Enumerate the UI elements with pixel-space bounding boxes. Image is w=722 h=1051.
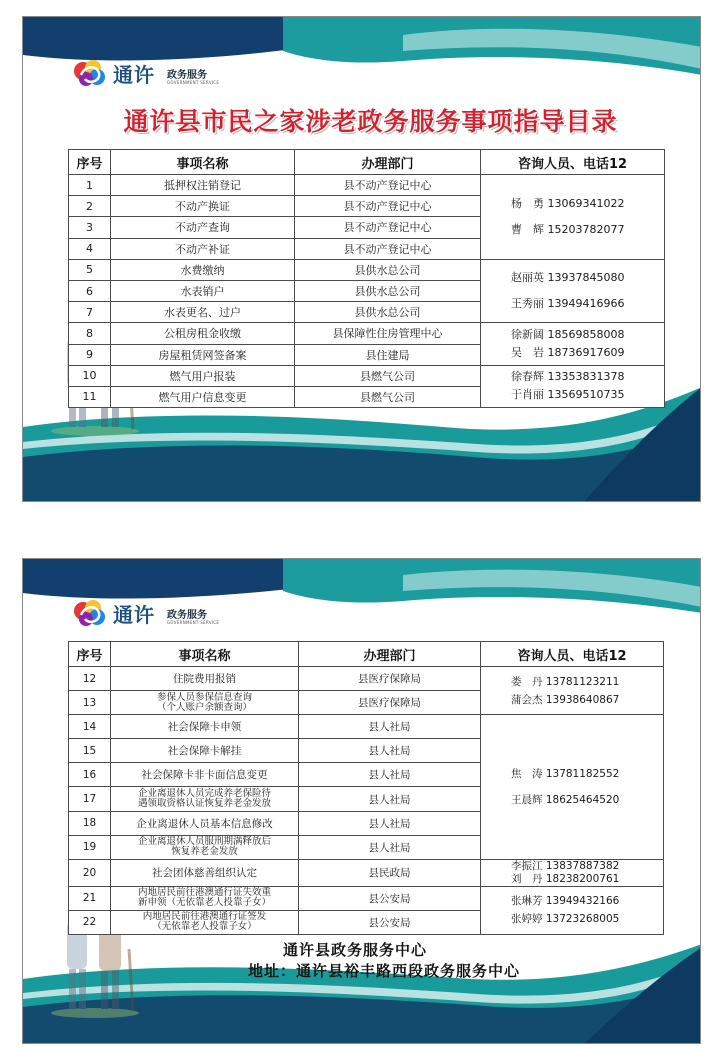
contact-cell (481, 886, 664, 934)
row-name: 水表更名、过户 (111, 302, 295, 323)
contact-line: 于肖丽 13569510735 (511, 388, 625, 402)
contact-cell (481, 365, 665, 407)
contact-line: 曹 辉 15203782077 (511, 222, 625, 236)
row-dept: 县供水总公司 (295, 302, 481, 323)
table-row (69, 715, 664, 739)
contact-line: 焦 涛 13781182552 (511, 767, 620, 780)
header-name: 事项名称 (111, 642, 299, 667)
row-no: 19 (69, 835, 111, 859)
row-name: 不动产查询 (111, 217, 295, 238)
row-name: 不动产补证 (111, 238, 295, 259)
table-header-row (69, 642, 664, 667)
table-row (69, 175, 665, 196)
row-name-line: 新申领（无依靠老人投靠子女） (137, 897, 271, 909)
contact-line: 赵丽英 13937845080 (511, 271, 625, 285)
contact-line: 李振江 13837887382 (511, 859, 620, 872)
row-name: 企业离退休人员基本信息修改 (111, 811, 299, 835)
contact-line: 蒲会杰 13938640867 (511, 693, 620, 706)
header-no: 序号 (69, 642, 111, 667)
poster-page-1 (22, 16, 701, 502)
logo-brand-text: 通许 (113, 603, 155, 627)
logo-subtitle: 政务服务 (167, 70, 207, 81)
row-dept: 县供水总公司 (295, 280, 481, 301)
row-name-line: 内地居民前往港澳通行证失效重 (137, 887, 271, 899)
header-contact: 咨询人员、电话12 (481, 150, 665, 175)
row-no: 17 (69, 787, 111, 811)
contact-cell (481, 259, 665, 323)
row-name: 水费缴纳 (111, 259, 295, 280)
table-row (69, 859, 664, 886)
contact-line: 吴 岩 18736917609 (511, 346, 625, 359)
row-no: 7 (69, 302, 111, 323)
row-dept: 县医疗保障局 (299, 691, 481, 715)
row-name-line: 企业离退休人员完成养老保险待 (137, 788, 271, 800)
row-no: 1 (69, 175, 111, 196)
contact-cell (481, 323, 665, 365)
row-no: 18 (69, 811, 111, 835)
row-no: 11 (69, 386, 111, 407)
contact-cell (481, 667, 664, 715)
row-dept: 县人社局 (299, 787, 481, 811)
contact-line: 徐春辉 13353831378 (511, 370, 625, 384)
table-row (69, 886, 664, 910)
row-name: 社会团体慈善组织认定 (111, 859, 299, 886)
footer-address: 地址：通许县裕丰路西段政务服务中心 (248, 962, 521, 980)
row-dept: 县人社局 (299, 715, 481, 739)
row-name: 社会保障卡非卡面信息变更 (111, 763, 299, 787)
row-name (111, 787, 299, 811)
row-no: 16 (69, 763, 111, 787)
table-row (69, 323, 665, 344)
service-table-1 (68, 149, 665, 408)
header-dept: 办理部门 (295, 150, 481, 175)
row-name: 房屋租赁网签备案 (111, 344, 295, 365)
row-dept: 县燃气公司 (295, 386, 481, 407)
contact-line: 张琳芳 13949432166 (511, 895, 620, 908)
row-name: 社会保障卡申领 (111, 715, 299, 739)
service-table-2 (68, 641, 664, 935)
table-row (69, 365, 665, 386)
row-no: 22 (69, 910, 111, 934)
row-dept: 县不动产登记中心 (295, 217, 481, 238)
header-contact: 咨询人员、电话12 (481, 642, 664, 667)
poster-page-2 (22, 558, 701, 1044)
contact-cell (481, 859, 664, 886)
header-name: 事项名称 (111, 150, 295, 175)
row-name-line: 恢复养老金发放 (171, 846, 238, 858)
row-dept: 县公安局 (299, 910, 481, 934)
row-no: 13 (69, 691, 111, 715)
row-no: 5 (69, 259, 111, 280)
row-no: 4 (69, 238, 111, 259)
logo-brand-text: 通许 (113, 63, 155, 87)
contact-line: 徐新阔 18569858008 (511, 328, 625, 341)
row-no: 14 (69, 715, 111, 739)
row-dept: 县民政局 (299, 859, 481, 886)
row-no: 6 (69, 280, 111, 301)
contact-line: 王秀丽 13949416966 (511, 297, 625, 311)
row-dept: 县公安局 (299, 886, 481, 910)
row-dept: 县不动产登记中心 (295, 238, 481, 259)
table-row (69, 667, 664, 691)
row-name: 社会保障卡解挂 (111, 739, 299, 763)
row-name: 不动产换证 (111, 196, 295, 217)
row-name (111, 835, 299, 859)
row-dept: 县人社局 (299, 739, 481, 763)
row-dept: 县供水总公司 (295, 259, 481, 280)
row-dept: 县人社局 (299, 811, 481, 835)
header-dept: 办理部门 (299, 642, 481, 667)
row-name: 燃气用户报装 (111, 365, 295, 386)
row-name-line: 遇领取资格认证恢复养老金发放 (137, 798, 271, 810)
row-dept: 县不动产登记中心 (295, 175, 481, 196)
row-dept: 县人社局 (299, 835, 481, 859)
row-name-line: （无依靠老人投靠子女） (152, 921, 257, 933)
row-name: 公租房租金收缴 (111, 323, 295, 344)
row-name-line: 企业离退休人员服刑期满释放后 (137, 836, 271, 848)
swirl-logo-icon (71, 57, 109, 91)
row-dept: 县医疗保障局 (299, 667, 481, 691)
row-dept: 县燃气公司 (295, 365, 481, 386)
row-name-line: 参保人员参保信息查询 (156, 691, 252, 703)
contact-line: 杨 勇 13069341022 (511, 196, 625, 210)
row-name-line: 内地居民前往港澳通行证签发 (142, 911, 267, 923)
contact-line: 张婷婷 13723268005 (511, 913, 620, 926)
row-no: 10 (69, 365, 111, 386)
row-name: 住院费用报销 (111, 667, 299, 691)
footer-center-name: 通许县政务服务中心 (283, 941, 428, 959)
row-no: 15 (69, 739, 111, 763)
row-no: 9 (69, 344, 111, 365)
row-no: 21 (69, 886, 111, 910)
contact-line: 娄 丹 13781123211 (511, 675, 620, 688)
contact-cell (481, 715, 664, 860)
table-row (69, 259, 665, 280)
row-name (111, 886, 299, 910)
row-no: 3 (69, 217, 111, 238)
row-dept: 县不动产登记中心 (295, 196, 481, 217)
table-header-row (69, 150, 665, 175)
row-name (111, 691, 299, 715)
row-no: 2 (69, 196, 111, 217)
row-name-line: （个人账户余额查询） (156, 701, 252, 713)
row-dept: 县人社局 (299, 763, 481, 787)
contact-line: 王晨辉 18625464520 (511, 793, 620, 806)
logo-english: GOVERNMENT SERVICE (167, 620, 220, 625)
row-name (111, 910, 299, 934)
logo-subtitle: 政务服务 (167, 610, 207, 621)
row-dept: 县保障性住房管理中心 (295, 323, 481, 344)
row-name: 水表销户 (111, 280, 295, 301)
row-no: 8 (69, 323, 111, 344)
header-no: 序号 (69, 150, 111, 175)
row-name: 抵押权注销登记 (111, 175, 295, 196)
logo-english: GOVERNMENT SERVICE (167, 80, 220, 85)
row-no: 12 (69, 667, 111, 691)
row-no: 20 (69, 859, 111, 886)
contact-cell (481, 175, 665, 260)
row-name: 燃气用户信息变更 (111, 386, 295, 407)
swirl-logo-icon (71, 597, 109, 631)
page-title: 通许县市民之家涉老政务服务事项指导目录 (123, 107, 618, 136)
contact-line: 刘 丹 18238200761 (511, 872, 620, 885)
row-dept: 县住建局 (295, 344, 481, 365)
